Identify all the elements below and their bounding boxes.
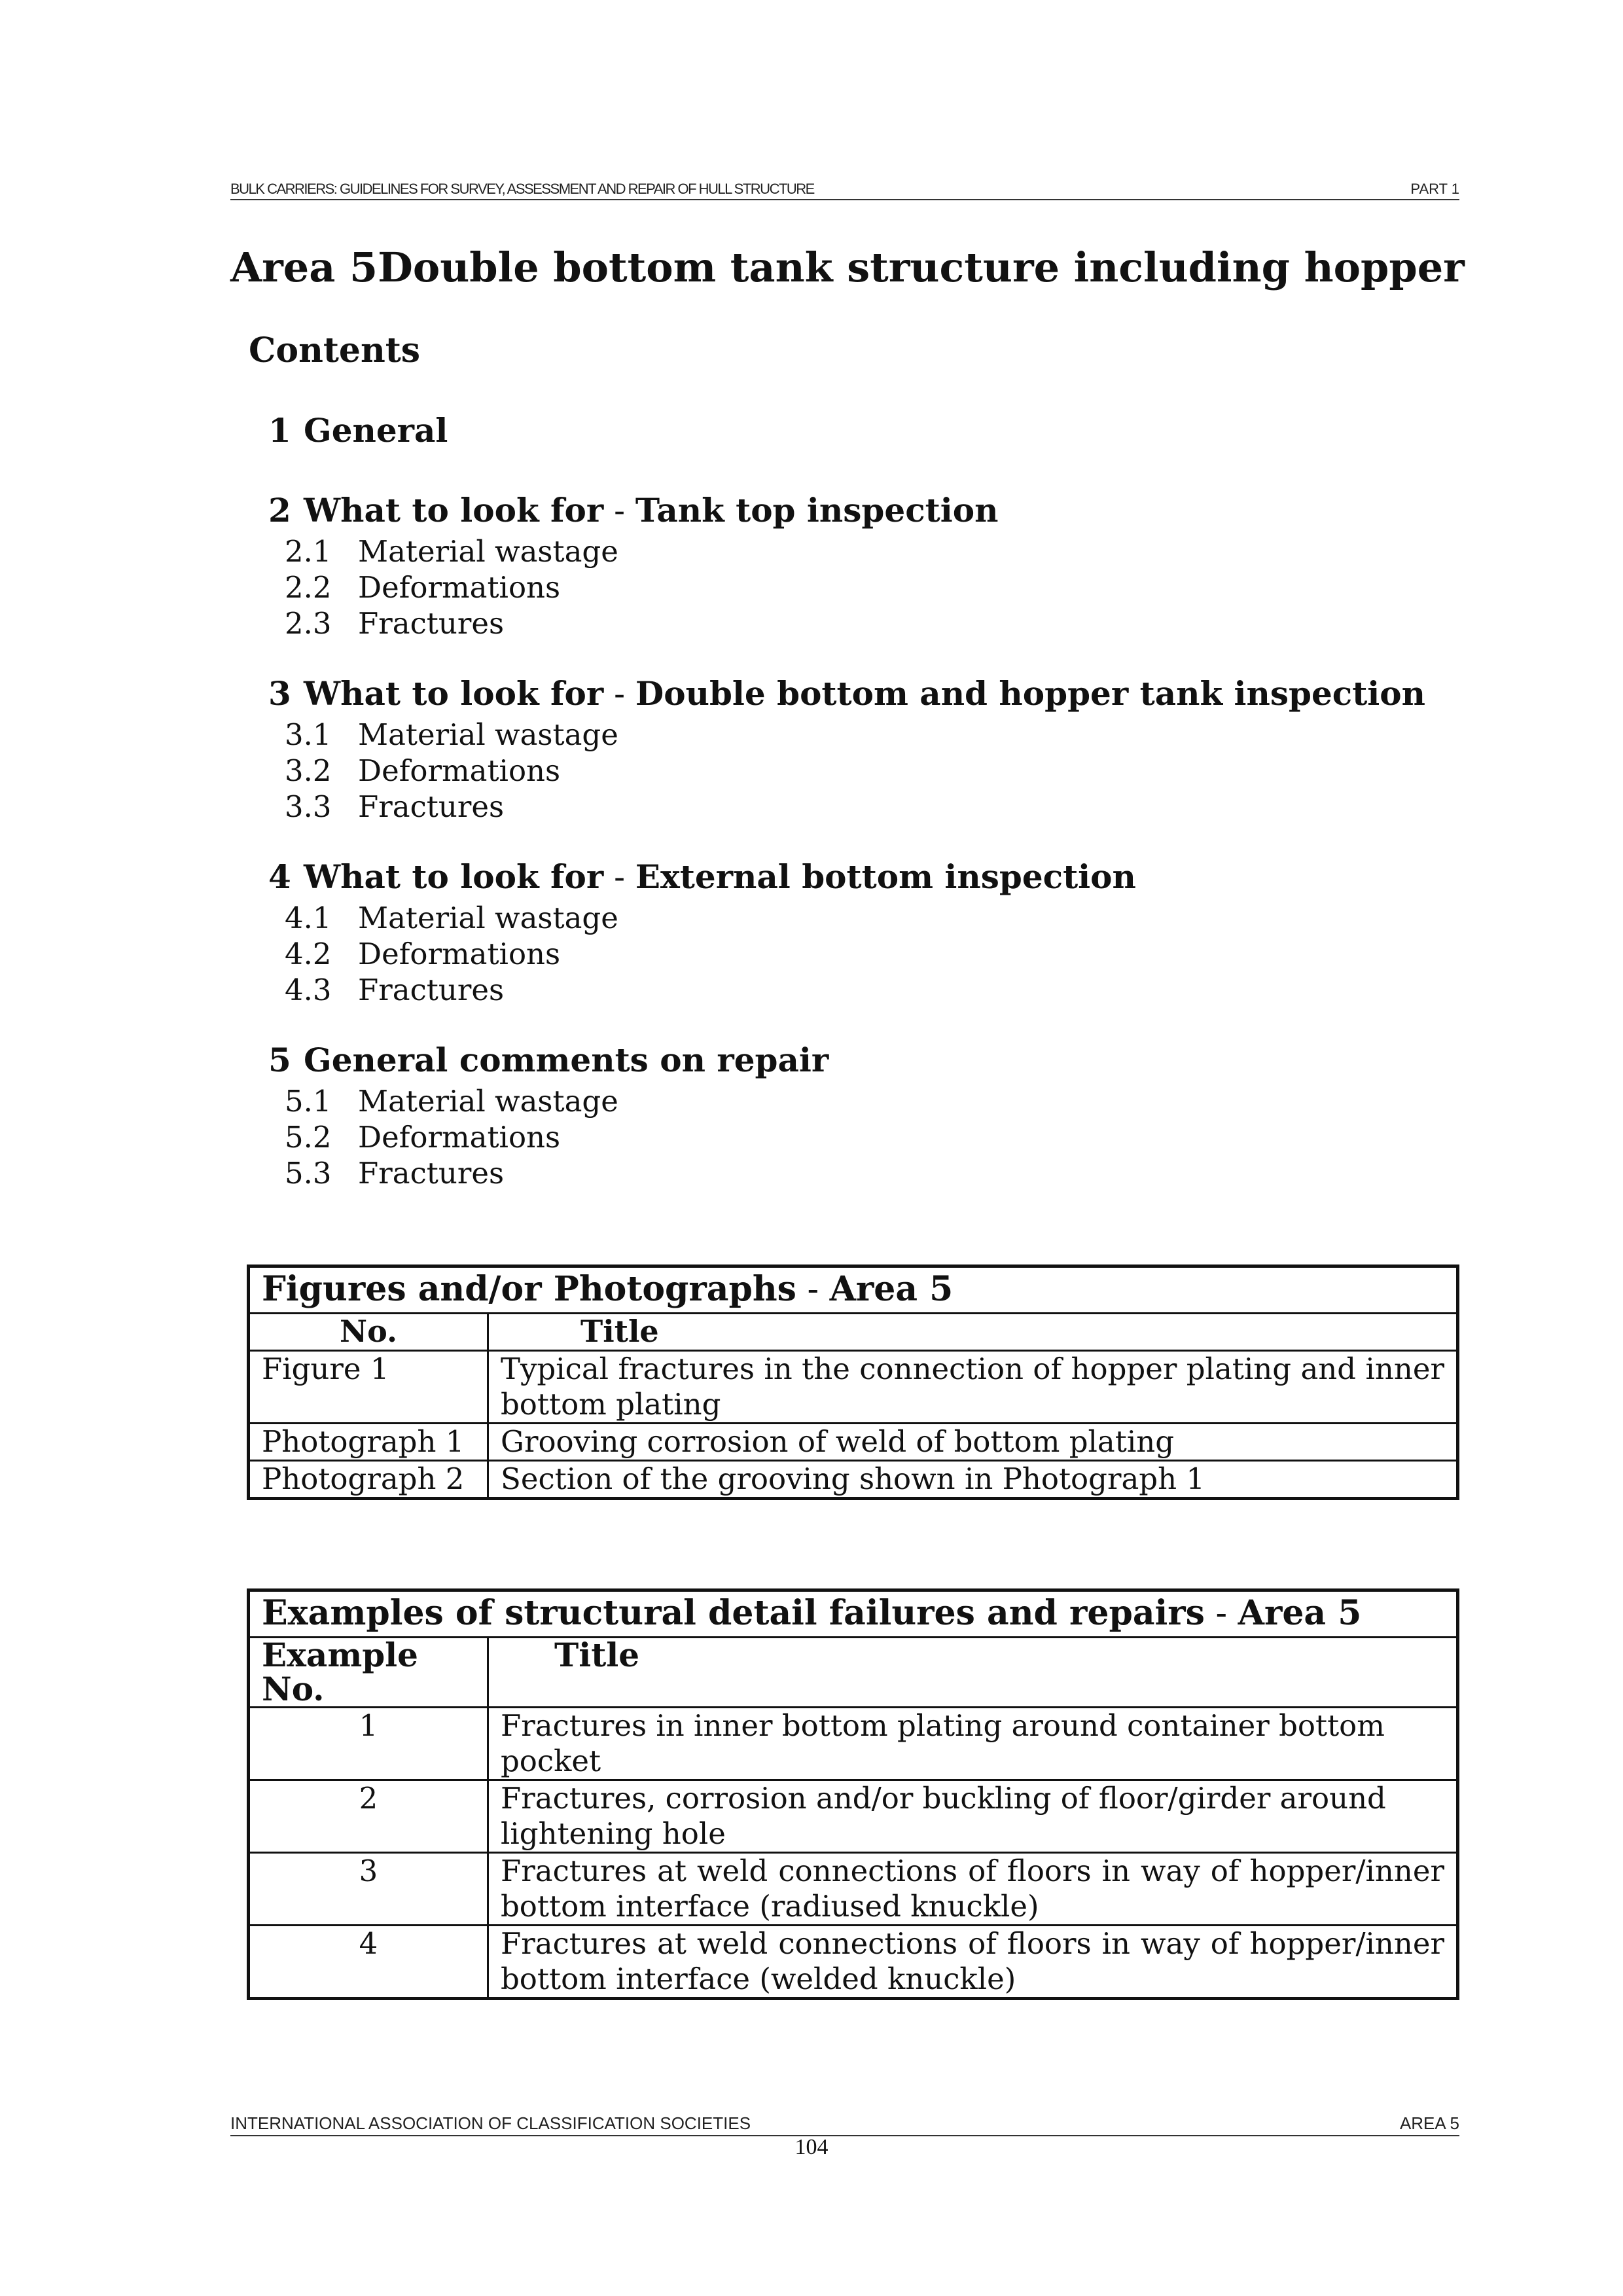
row-title: Fractures at weld connections of floors in way of hopper/inner bottom interface (radiused knuckle) <box>488 1853 1458 1926</box>
toc-section-1 <box>268 411 448 450</box>
toc-subsection-label: Fractures <box>358 973 505 1007</box>
page-number: 104 <box>794 2135 829 2159</box>
toc-subsection-number: 4.3 <box>285 973 332 1007</box>
row-title: Section of the grooving shown in Photograph 1 <box>488 1461 1458 1499</box>
toc-subsection <box>285 753 560 788</box>
header-right-text: PART 1 <box>1410 181 1459 197</box>
figures-table <box>247 1265 1459 1500</box>
toc-section-label-suffix: Double bottom and hopper tank inspection <box>635 674 1425 713</box>
row-title: Typical fractures in the connection of hopper plating and inner bottom plating <box>488 1351 1458 1424</box>
column-header-title: Title <box>488 1638 1458 1708</box>
footer-left-text: INTERNATIONAL ASSOCIATION OF CLASSIFICATION SOCIETIES <box>230 2113 751 2133</box>
table-row <box>249 1708 1458 1780</box>
toc-subsection-label: Material wastage <box>358 534 618 569</box>
toc-subsection-label: Fractures <box>358 789 505 824</box>
toc-subsection <box>285 534 618 569</box>
header-left-text: BULK CARRIERS: GUIDELINES FOR SURVEY, ASSESSMENT AND REPAIR OF HULL STRUCTURE <box>230 181 814 197</box>
row-no: 4 <box>249 1926 488 1999</box>
table-row <box>249 1780 1458 1853</box>
toc-section-label: General <box>304 411 448 450</box>
column-header-no: No. <box>249 1314 488 1351</box>
caption-dash: - <box>796 1270 830 1309</box>
toc-section-label: What to look for <box>304 857 604 896</box>
toc-section-number: 3 <box>268 674 291 713</box>
toc-section-label-suffix: Tank top inspection <box>635 491 999 529</box>
toc-section-2 <box>268 491 998 529</box>
toc-subsection <box>285 570 560 605</box>
toc-section-5 <box>268 1041 829 1079</box>
toc-subsection-number: 4.2 <box>285 937 332 971</box>
toc-subsection-label: Deformations <box>358 570 561 605</box>
toc-section-number: 5 <box>268 1041 291 1079</box>
toc-subsection-number: 3.2 <box>285 753 332 788</box>
toc-subsection <box>285 789 504 824</box>
column-header-no: Example No. <box>249 1638 488 1708</box>
toc-subsection-label: Fractures <box>358 606 505 641</box>
toc-subsection <box>285 1156 504 1191</box>
toc-subsection <box>285 973 504 1007</box>
toc-subsection-number: 5.1 <box>285 1084 332 1119</box>
toc-subsection-label: Material wastage <box>358 1084 618 1119</box>
caption-suffix: Area 5 <box>829 1269 954 1309</box>
row-title: Fractures in inner bottom plating around container bottom pocket <box>488 1708 1458 1780</box>
toc-subsection-number: 5.2 <box>285 1120 332 1155</box>
toc-subsection-label: Material wastage <box>358 717 618 752</box>
footer-right-text: AREA 5 <box>1399 2113 1459 2133</box>
table-row <box>249 1853 1458 1926</box>
toc-subsection-number: 3.3 <box>285 789 332 824</box>
table-row <box>249 1424 1458 1461</box>
toc-subsection-label: Material wastage <box>358 901 618 935</box>
row-no: 3 <box>249 1853 488 1926</box>
toc-section-dash: - <box>603 675 635 713</box>
toc-subsection <box>285 606 504 641</box>
row-no: Figure 1 <box>249 1351 488 1424</box>
toc-subsection-number: 2.2 <box>285 570 332 605</box>
toc-subsection-label: Deformations <box>358 1120 561 1155</box>
toc-section-4 <box>268 857 1136 896</box>
toc-section-3 <box>268 674 1425 713</box>
running-header <box>230 178 1459 200</box>
row-no: 2 <box>249 1780 488 1853</box>
toc-section-number: 4 <box>268 857 291 896</box>
caption-text: Examples of structural detail failures and repairs <box>262 1593 1205 1633</box>
toc-subsection <box>285 1120 560 1155</box>
toc-subsection-number: 3.1 <box>285 717 332 752</box>
toc-subsection <box>285 1084 618 1119</box>
toc-section-dash: - <box>603 492 635 529</box>
toc-section-dash: - <box>603 858 635 896</box>
toc-section-label: What to look for <box>304 674 604 713</box>
caption-text: Figures and/or Photographs <box>262 1269 796 1309</box>
toc-subsection-label: Deformations <box>358 753 561 788</box>
toc-subsection <box>285 901 618 935</box>
row-no: 1 <box>249 1708 488 1780</box>
caption-dash: - <box>1204 1594 1238 1633</box>
toc-section-label-suffix: External bottom inspection <box>635 857 1136 896</box>
table-row <box>249 1351 1458 1424</box>
page-title: Area 5Double bottom tank structure including hopper <box>230 243 1465 291</box>
figures-table-caption <box>249 1266 1458 1314</box>
toc-subsection-label: Fractures <box>358 1156 505 1191</box>
row-no: Photograph 1 <box>249 1424 488 1461</box>
toc-section-label: What to look for <box>304 491 604 529</box>
toc-subsection <box>285 717 618 752</box>
table-row <box>249 1926 1458 1999</box>
toc-subsection <box>285 937 560 971</box>
row-title: Grooving corrosion of weld of bottom plating <box>488 1424 1458 1461</box>
toc-subsection-number: 2.3 <box>285 606 332 641</box>
examples-table-caption <box>249 1590 1458 1638</box>
examples-table <box>247 1588 1459 2000</box>
caption-suffix: Area 5 <box>1238 1593 1362 1633</box>
running-footer <box>230 2113 1459 2136</box>
toc-section-number: 1 <box>268 411 291 450</box>
toc-subsection-number: 5.3 <box>285 1156 332 1191</box>
toc-subsection-label: Deformations <box>358 937 561 971</box>
toc-subsection-number: 2.1 <box>285 534 332 569</box>
row-title: Fractures at weld connections of floors in way of hopper/inner bottom interface (welded knuckle) <box>488 1926 1458 1999</box>
toc-section-label: General comments on repair <box>304 1041 829 1079</box>
contents-heading: Contents <box>249 331 421 370</box>
row-title: Fractures, corrosion and/or buckling of floor/girder around lightening hole <box>488 1780 1458 1853</box>
row-no: Photograph 2 <box>249 1461 488 1499</box>
table-row <box>249 1461 1458 1499</box>
toc-section-number: 2 <box>268 491 291 529</box>
column-header-title: Title <box>488 1314 1458 1351</box>
toc-subsection-number: 4.1 <box>285 901 332 935</box>
